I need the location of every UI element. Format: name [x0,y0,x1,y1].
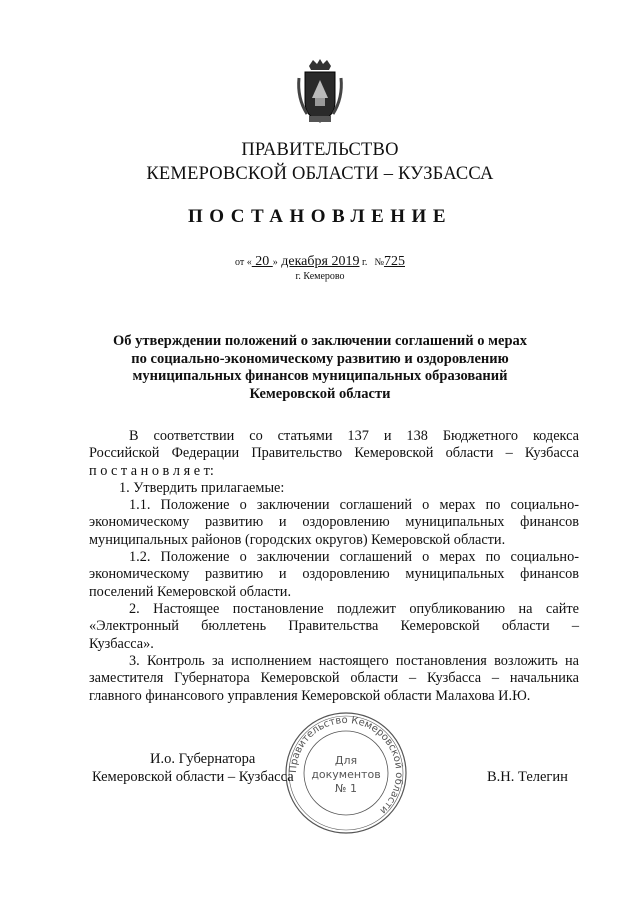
item-2-paragraph [89,601,579,653]
date-prefix: от « [235,257,252,268]
document-subject [0,333,640,403]
text-line: экономическому развитию и оздоровлению муниципальных финансов [89,566,579,583]
document-number: 725 [383,254,405,269]
stamp-inner-line: Для [334,754,358,767]
text-line: главного финансового управления Кемеровской области Малахова И.Ю. [89,687,531,704]
text-line: 1.1. Положение о заключении соглашений о мерах по социально- [129,497,579,513]
preamble-paragraph [89,428,579,480]
number-label: № [374,257,384,268]
item-3-paragraph [89,653,579,705]
signatory-position-line2: Кемеровской области – Кузбасса [92,769,294,785]
text-line: В соответствии со статьями 137 и 138 Бюджетного кодекса [129,428,579,444]
item-1-paragraph [89,480,579,497]
subject-line: Об утверждении положений о заключении соглашений о мерах [112,333,528,349]
organization-name-line1: ПРАВИТЕЛЬСТВО [241,140,399,160]
stamp-ring-text: Правительство Кемеровской области [287,714,405,816]
subject-line: муниципальных финансов муниципальных образований [132,368,508,384]
text-line: п о с т а н о в л я е т: [89,462,214,479]
item-1-1-paragraph [89,497,579,549]
date-day: 20 [251,254,273,269]
signatory-position-line1: И.о. Губернатора [150,751,256,767]
stamp-inner-line: № 1 [335,782,357,795]
date-mid: » [272,257,278,268]
coat-of-arms-emblem [295,58,345,126]
item-1-2-paragraph [89,549,579,601]
text-line: поселений Кемеровской области. [89,583,292,600]
text-line: «Электронный бюллетень Правительства Кемеровской области – [89,618,579,635]
stamp-inner-line: документов [311,768,381,781]
subject-line: Кемеровской области [249,385,391,402]
text-line: 2. Настоящее постановление подлежит опубликованию на сайте [129,601,579,617]
text-line: Российской Федерации Правительство Кемеровской области – Кузбасса [89,445,579,462]
text-line: экономическому развитию и оздоровлению муниципальных финансов [89,514,579,531]
official-stamp [282,709,410,837]
date-month-year: декабря 2019 [281,254,360,269]
text-line: 1. Утвердить прилагаемые: [119,480,285,496]
document-type-title: ПОСТАНОВЛЕНИЕ [187,206,453,227]
subject-line: по социально-экономическому развитию и оздоровлению [131,350,509,367]
date-number-line [0,254,640,270]
city-label: г. Кемерово [295,271,345,282]
text-line: 3. Контроль за исполнением настоящего постановления возложить на [129,653,579,669]
organization-name-line2: КЕМЕРОВСКОЙ ОБЛАСТИ – КУЗБАССА [146,164,494,184]
kemerovo-coat-of-arms-icon [295,58,345,126]
text-line: заместителя Губернатора Кемеровской области – Кузбасса – начальника [89,670,579,687]
text-line: муниципальных районов (городских округов) Кемеровской области. [89,531,506,548]
date-year-suffix: г. [359,257,368,268]
signatory-name: В.Н. Телегин [487,769,568,785]
round-seal-icon [282,709,410,837]
text-line: Кузбасса». [89,635,154,652]
text-line: 1.2. Положение о заключении соглашений о мерах по социально- [129,549,579,565]
